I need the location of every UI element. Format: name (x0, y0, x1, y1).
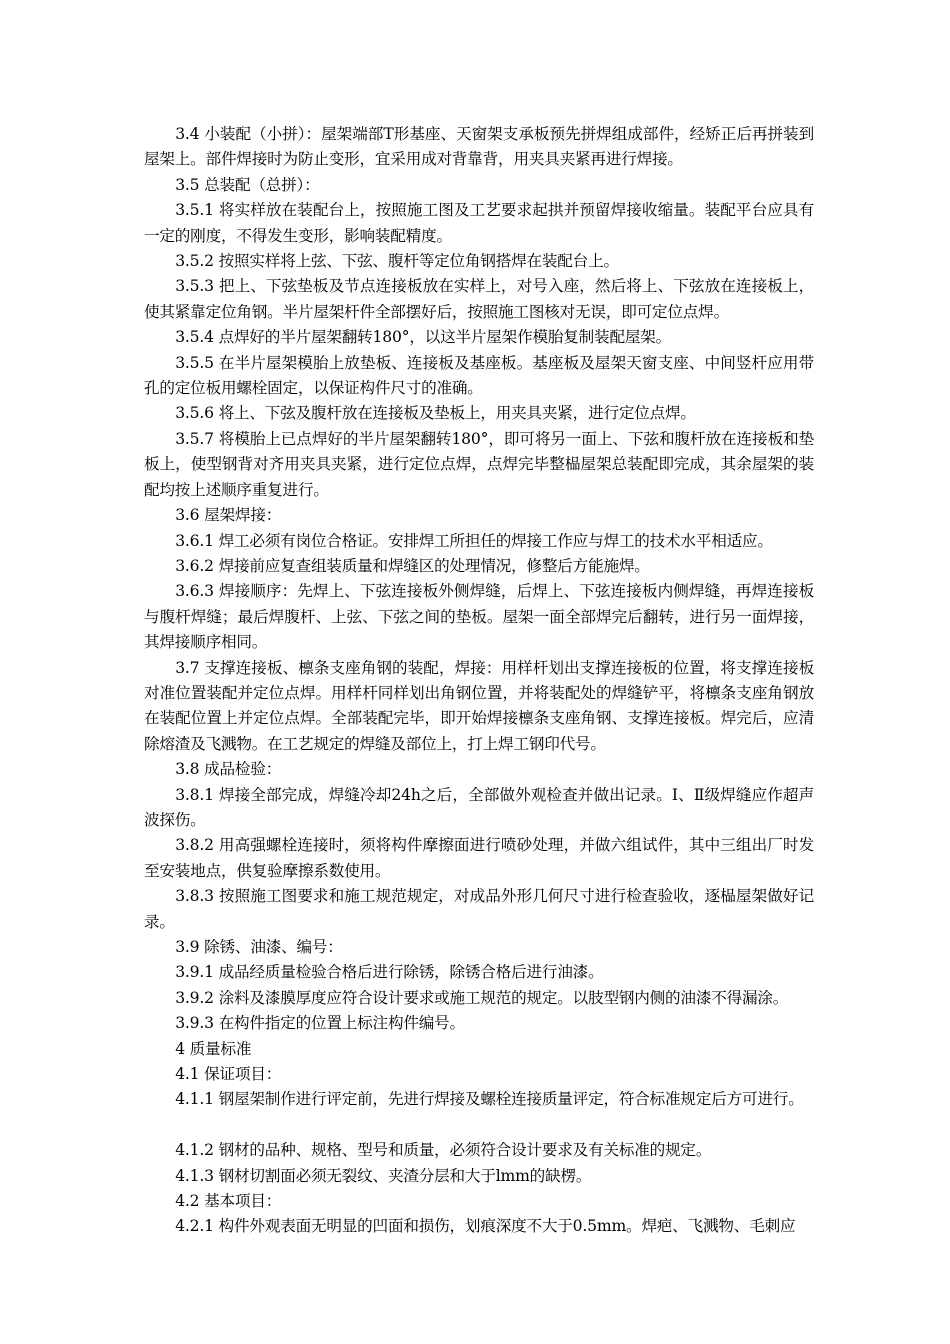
paragraph-3-5-1: 3.5.1 将实样放在装配台上，按照施工图及工艺要求起拱并预留焊接收缩量。装配平台应具有一定的刚度，不得发生变形，影响装配精度。 (144, 201, 814, 245)
paragraph-4-1-1: 4.1.1 钢屋架制作进行评定前，先进行焊接及螺栓连接质量评定，符合标准规定后方可进行。 (175, 1090, 804, 1109)
paragraph-3-5-5: 3.5.5 在半片屋架模胎上放垫板、连接板及基座板。基座板及屋架天窗支座、中间竖杆应用带孔的定位板用螺栓固定，以保证构件尺寸的准确。 (144, 353, 814, 398)
heading-3-5: 3.5 总装配（总拼）： (175, 175, 320, 194)
paragraph-3-9-3: 3.9.3 在构件指定的位置上标注构件编号。 (175, 1014, 465, 1033)
paragraph-3-5-3: 3.5.3 把上、下弦垫板及节点连接板放在实样上，对号入座，然后将上、下弦放在连接板上，使其紧靠定位角钢。半片屋架杆件全部摆好后，按照施工图核对无误，即可定位点焊。 (144, 277, 814, 321)
paragraph-3-6-1: 3.6.1 焊工必须有岗位合格证。安排焊工所担任的焊接工作应与焊工的技术水平相适应。 (175, 531, 773, 550)
heading-3-9: 3.9 除锈、油漆、编号： (175, 938, 343, 956)
paragraph-3-6-3: 3.6.3 焊接顺序：先焊上、下弦连接板外侧焊缝，后焊上、下弦连接板内侧焊缝，再焊连接板与腹杆焊缝；最后焊腹杆、上弦、下弦之间的垫板。屋架一面全部焊完后翻转，进行另一面焊接，其焊接顺序相同。 (144, 582, 814, 652)
heading-3-6: 3.6 屋架焊接： (175, 506, 282, 525)
heading-4-2: 4.2 基本项目： (175, 1192, 282, 1211)
paragraph-3-8-3: 3.8.3 按照施工图要求和施工规范规定，对成品外形几何尺寸进行检查验收，逐榀屋架做好记录。 (144, 887, 814, 931)
paragraph-3-6-2: 3.6.2 焊接前应复查组装质量和焊缝区的处理情况，修整后方能施焊。 (175, 556, 650, 575)
paragraph-3-9-1: 3.9.1 成品经质量检验合格后进行除锈，除锈合格后进行油漆。 (175, 963, 604, 982)
paragraph-3-5-6: 3.5.6 将上、下弦及腹杆放在连接板及垫板上，用夹具夹紧，进行定位点焊。 (175, 404, 696, 423)
heading-4: 4 质量标准 (175, 1039, 252, 1058)
paragraph-3-8-2: 3.8.2 用高强螺栓连接时，须将构件摩擦面进行喷砂处理，并做六组试件，其中三组出厂时发至安装地点，供复验摩擦系数使用。 (144, 836, 814, 880)
paragraph-4-1-2: 4.1.2 钢材的品种、规格、型号和质量，必须符合设计要求及有关标准的规定。 (175, 1141, 712, 1160)
paragraph-3-4: 3.4 小装配（小拼）：屋架端部T形基座、天窗架支承板预先拼焊组成部件，经矫正后再拼装到屋架上。部件焊接时为防止变形，宜采用成对背靠背，用夹具夹紧再进行焊接。 (144, 125, 814, 169)
paragraph-4-1-3: 4.1.3 钢材切割面必须无裂纹、夹渣分层和大于lmm的缺楞。 (175, 1166, 592, 1185)
paragraph-3-5-7: 3.5.7 将模胎上已点焊好的半片屋架翻转180°，即可将另一面上、下弦和腹杆放在连接板和垫板上，使型钢背对齐用夹具夹紧，进行定位点焊，点焊完毕整榀屋架总装配即完成，其余屋架的装配均按上述顺序重复进行。 (144, 429, 814, 499)
heading-3-8: 3.8 成品检验： (175, 760, 282, 779)
heading-4-1: 4.1 保证项目： (175, 1065, 282, 1084)
paragraph-3-7: 3.7 支撑连接板、檩条支座角钢的装配，焊接：用样杆划出支撑连接板的位置，将支撑连接板对准位置装配并定位点焊。用样杆同样划出角钢位置，并将装配处的焊缝铲平，将檩条支座角钢放在装配位置上并定位点焊。全部装配完毕，即开始焊接檩条支座角钢、支撑连接板。焊完后，应清除熔渣及飞溅物。在工艺规定的焊缝及部位上，打上焊工钢印代号。 (144, 658, 814, 753)
paragraph-4-2-1: 4.2.1 构件外观表面无明显的凹面和损伤，划痕深度不大于0.5mm。焊疤、飞溅物、毛刺应 (175, 1217, 796, 1236)
paragraph-3-5-4: 3.5.4 点焊好的半片屋架翻转180°，以这半片屋架作模胎复制装配屋架。 (175, 328, 672, 347)
paragraph-3-9-2: 3.9.2 涂料及漆膜厚度应符合设计要求或施工规范的规定。以肢型钢内侧的油漆不得漏涂。 (175, 988, 789, 1007)
document-body (144, 122, 814, 1240)
paragraph-3-8-1: 3.8.1 焊接全部完成，焊缝冷却24h之后，全部做外观检查并做出记录。Ⅰ、Ⅱ级焊缝应作超声波探伤。 (144, 785, 814, 829)
paragraph-3-5-2: 3.5.2 按照实样将上弦、下弦、腹杆等定位角钢搭焊在装配台上。 (175, 252, 619, 271)
